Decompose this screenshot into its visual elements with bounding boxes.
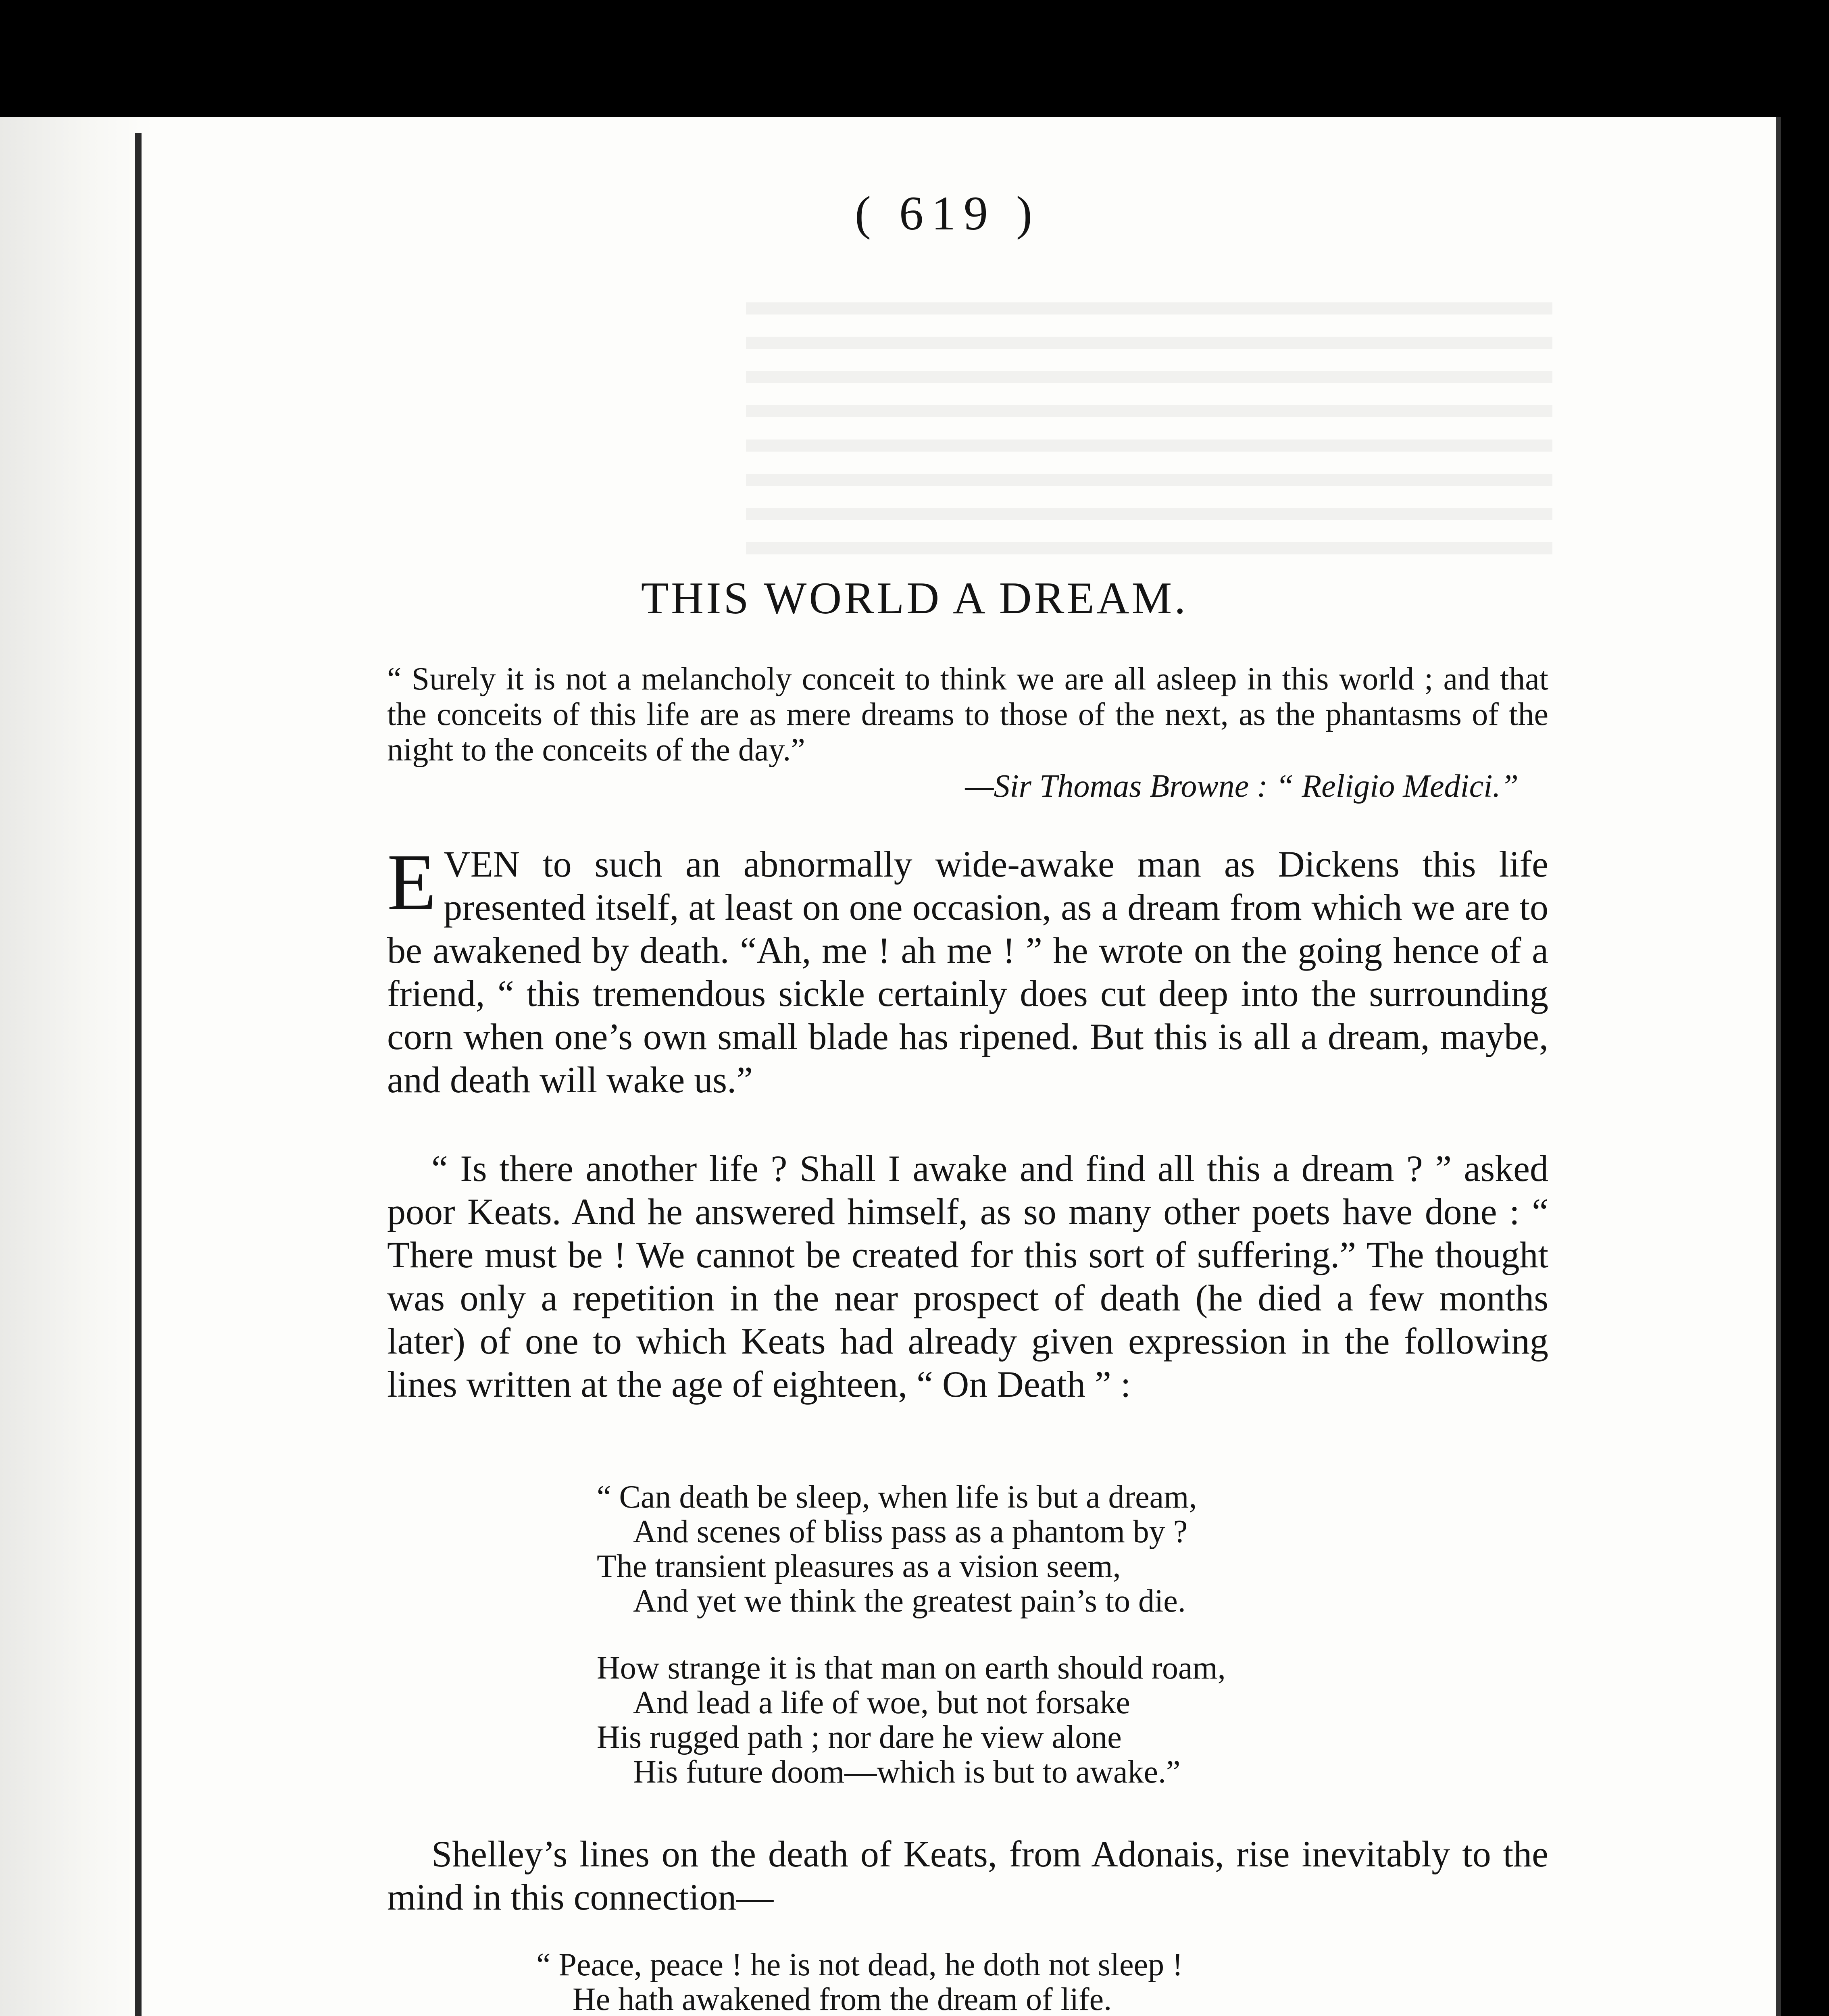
poem-line: “ Can death be sleep, when life is but a dream, (597, 1479, 1197, 1515)
epigraph-quote: “ Surely it is not a melancholy conceit to think we are all asleep in this world ; and that the conceits of this life are as mere dreams to those of the next, as the phantasms of the night to the conceits of the day.” (387, 661, 1548, 768)
chapter-title: THIS WORLD A DREAM. (641, 573, 1188, 623)
poem-line: “ Peace, peace ! he is not dead, he doth not sleep ! (536, 1947, 1183, 1983)
page-edge (1776, 117, 1781, 2016)
poem-line: His rugged path ; nor dare he view alone (597, 1720, 1122, 1755)
poem-line: His future doom—which is but to awake.” (633, 1754, 1181, 1790)
poem-line: And lead a life of woe, but not forsake (633, 1685, 1130, 1720)
poem-line: He hath awakened from the dream of life. (573, 1982, 1112, 2016)
paragraph-1 (387, 838, 1548, 1102)
poem-adonais (536, 1947, 1189, 2016)
poem-line: And yet we think the greatest pain’s to die. (633, 1583, 1186, 1619)
paragraph-1-text: VEN to such an abnormally wide-awake man as Dickens this life presented itself, at least on one occasion, as a dream from which we are to be awakened by death. “Ah, me ! ah me ! ” he wrote on the going hence of a friend, “ this tremendous sickle certainly does cut deep into the surrounding corn when one’s own small blade has ripened. But this is all a dream, maybe, and death will wake us.” (387, 843, 1548, 1100)
page-number: ( 619 ) (855, 186, 1040, 240)
paragraph-3: Shelley’s lines on the death of Keats, from Adonais, rise inevitably to the mind in this connection— (387, 1833, 1548, 1918)
poem-on-death (597, 1480, 1226, 1789)
poem-line: And scenes of bliss pass as a phantom by ? (633, 1514, 1188, 1549)
epigraph-attribution: —Sir Thomas Browne : “ Religio Medici.” (965, 768, 1519, 804)
show-through-text (746, 302, 1552, 560)
binding-edge (135, 133, 142, 2016)
poem-line: The transient pleasures as a vision seem, (597, 1549, 1121, 1584)
page-gutter (0, 117, 153, 2016)
drop-cap: E (387, 838, 437, 927)
stanza-break (597, 1618, 1226, 1651)
poem-line: How strange it is that man on earth should roam, (597, 1650, 1226, 1686)
paragraph-2: “ Is there another life ? Shall I awake and find all this a dream ? ” asked poor Keats. And he answered himself, as so many other poets have done : “ There must be ! We cannot be created for this sort of suffering.” The thought was only a repetition in the near prospect of death (he died a few months later) of one to which Keats had already given expression in the following lines written at the age of eighteen, “ On Death ” : (387, 1148, 1548, 1405)
